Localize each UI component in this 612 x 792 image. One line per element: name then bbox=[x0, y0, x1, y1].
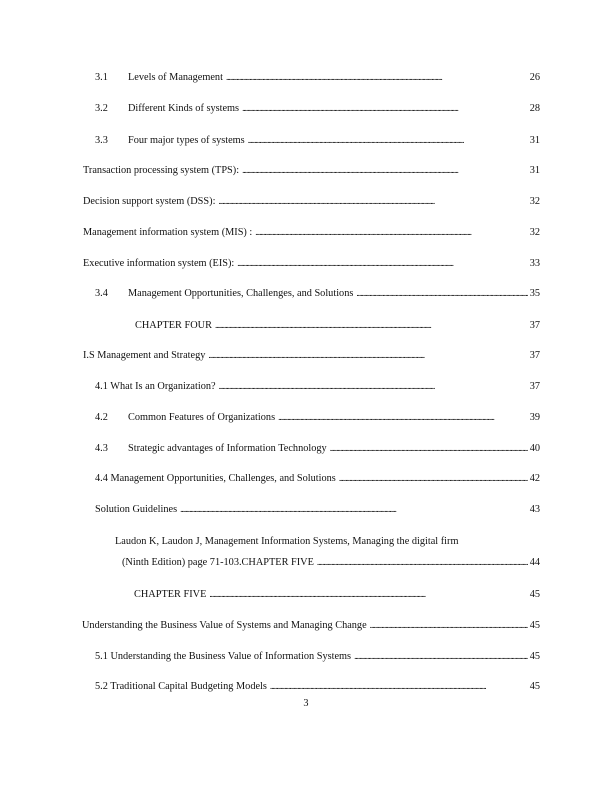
toc-entry-title: 5.2 Traditional Capital Budgeting Models bbox=[95, 681, 267, 692]
toc-entry-page: 45 bbox=[529, 651, 540, 662]
toc-entry-page: 45 bbox=[529, 589, 540, 600]
toc-entry[interactable] bbox=[95, 442, 540, 455]
toc-entry[interactable] bbox=[122, 556, 540, 569]
dot-leader bbox=[209, 588, 527, 601]
toc-entry-title: Different Kinds of systems bbox=[128, 103, 240, 114]
toc-entry-page: 37 bbox=[529, 350, 540, 361]
toc-entry-page: 33 bbox=[529, 258, 540, 269]
toc-entry-page: 43 bbox=[529, 504, 540, 515]
toc-entry-number: 3.4 bbox=[95, 288, 108, 299]
toc-entry[interactable] bbox=[83, 195, 540, 208]
dot-leader bbox=[370, 619, 528, 632]
dot-leader bbox=[215, 319, 528, 332]
toc-entry[interactable] bbox=[95, 287, 540, 300]
toc-entry-title: I.S Management and Strategy bbox=[83, 350, 206, 361]
toc-entry-title: CHAPTER FIVE bbox=[134, 589, 207, 600]
toc-entry-page: 44 bbox=[529, 557, 540, 568]
toc-entry-title: Transaction processing system (TPS): bbox=[83, 165, 240, 176]
toc-entry-number: 3.1 bbox=[95, 72, 108, 83]
toc-entry-title: Management Opportunities, Challenges, and Solutions bbox=[128, 288, 354, 299]
toc-entry-number: 3.3 bbox=[95, 135, 108, 146]
toc-entry-page: 28 bbox=[529, 103, 540, 114]
toc-entry[interactable] bbox=[83, 226, 540, 239]
toc-entry-title: Levels of Management bbox=[128, 72, 223, 83]
toc-entry-page: 42 bbox=[529, 473, 540, 484]
toc-entry-page: 32 bbox=[529, 227, 540, 238]
toc-entry-page: 32 bbox=[529, 196, 540, 207]
toc-entry-title: Strategic advantages of Information Technology bbox=[128, 443, 327, 454]
toc-entry-page: 37 bbox=[529, 381, 540, 392]
toc-entry-title: 5.1 Understanding the Business Value of Information Systems bbox=[95, 651, 352, 662]
toc-entry-page: 35 bbox=[529, 288, 540, 299]
toc-entry-title: (Ninth Edition) page 71-103.CHAPTER FIVE bbox=[122, 557, 314, 568]
toc-entry[interactable] bbox=[135, 319, 540, 332]
dot-leader bbox=[180, 503, 528, 516]
toc-entry[interactable] bbox=[95, 472, 540, 485]
page-number: 3 bbox=[303, 698, 309, 709]
toc-entry[interactable] bbox=[95, 102, 540, 115]
dot-leader bbox=[248, 134, 528, 147]
dot-leader bbox=[317, 556, 528, 569]
toc-entry-number: 4.3 bbox=[95, 443, 108, 454]
toc-entry[interactable] bbox=[95, 650, 540, 663]
toc-entry[interactable] bbox=[95, 380, 540, 393]
toc-entry-page: 45 bbox=[529, 681, 540, 692]
toc-entry[interactable] bbox=[95, 503, 540, 516]
toc-entry-page: 31 bbox=[529, 165, 540, 176]
toc-entry-number: 3.2 bbox=[95, 103, 108, 114]
toc-entry-title: Common Features of Organizations bbox=[128, 412, 276, 423]
toc-entry-page: 45 bbox=[529, 620, 540, 631]
dot-leader bbox=[226, 71, 528, 84]
toc-entry-title: Executive information system (EIS): bbox=[83, 258, 235, 269]
toc-entry-title: Four major types of systems bbox=[128, 135, 245, 146]
dot-leader bbox=[330, 442, 528, 455]
toc-entry-title: CHAPTER FOUR bbox=[135, 320, 212, 331]
dot-leader bbox=[255, 226, 527, 239]
dot-leader bbox=[278, 411, 528, 424]
toc-entry[interactable] bbox=[95, 134, 540, 147]
toc-entry-title: Solution Guidelines bbox=[95, 504, 178, 515]
dot-leader bbox=[339, 472, 528, 485]
dot-leader bbox=[208, 349, 527, 362]
dot-leader bbox=[242, 102, 528, 115]
toc-entry[interactable] bbox=[95, 680, 540, 693]
toc-entry[interactable] bbox=[82, 619, 540, 632]
toc-entry[interactable] bbox=[134, 588, 540, 601]
toc-entry-page: 31 bbox=[529, 135, 540, 146]
toc-entry-page: 37 bbox=[529, 320, 540, 331]
dot-leader bbox=[237, 257, 527, 270]
toc-entry[interactable] bbox=[83, 257, 540, 270]
toc-entry[interactable] bbox=[83, 164, 540, 177]
dot-leader bbox=[218, 195, 527, 208]
toc-entry-number: 4.2 bbox=[95, 412, 108, 423]
toc-entry[interactable] bbox=[95, 411, 540, 424]
dot-leader bbox=[242, 164, 528, 177]
dot-leader bbox=[356, 287, 527, 300]
toc-entry-page: 40 bbox=[529, 443, 540, 454]
toc-entry[interactable] bbox=[95, 71, 540, 84]
dot-leader bbox=[219, 380, 528, 393]
dot-leader bbox=[354, 650, 528, 663]
toc-entry-title: Understanding the Business Value of Systems and Managing Change bbox=[82, 620, 367, 631]
toc-entry-title: Decision support system (DSS): bbox=[83, 196, 216, 207]
toc-entry-title: Management information system (MIS) : bbox=[83, 227, 253, 238]
toc-entry-page: 26 bbox=[529, 72, 540, 83]
toc-entry-first-line: Laudon K, Laudon J, Management Information Systems, Managing the digital firm bbox=[115, 536, 459, 547]
toc-entry-page: 39 bbox=[529, 412, 540, 423]
toc-entry-title: 4.4 Management Opportunities, Challenges, and Solutions bbox=[95, 473, 336, 484]
toc-entry[interactable] bbox=[83, 349, 540, 362]
dot-leader bbox=[270, 680, 528, 693]
toc-entry-title: 4.1 What Is an Organization? bbox=[95, 381, 216, 392]
